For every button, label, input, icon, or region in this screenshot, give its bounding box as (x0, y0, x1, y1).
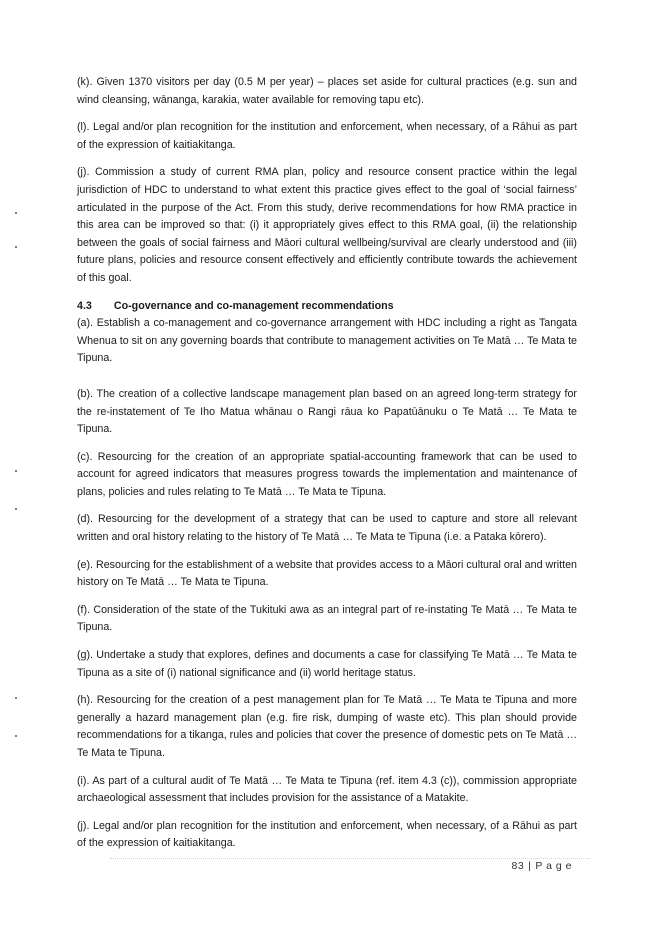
recommendation-k: (k). Given 1370 visitors per day (0.5 M per year) – places set aside for cultural practices (e.g. sun and wind cleansing, wānanga, karakia, water available for removing tapu etc). (77, 76, 577, 106)
page-label: P a g e (535, 860, 572, 872)
recommendation-j-rma-study: (j). Commission a study of current RMA plan, policy and resource consent practice within the legal jurisdiction of HDC to understand to what extent this practice gives effect to the goal of ‘social fairness’ articulated in the purpose of the Act. From this study, derive recommendations for how RMA practice in this area can be improved so that: (i) it appropriately gives effect to this RMA goal, (ii) the relationship between the goals of social fairness and Māori cultural wellbeing/survival are clearly understood and (iii) future plans, policies and resource consent effectively and efficiently contribute towards the achievement of this goal. (77, 166, 577, 284)
recommendation-b: (b). The creation of a collective landscape management plan based on an agreed long-term strategy for the re-instatement of Te Iho Matua whānau o Rangi rāua ko Papatūānuku o Te Matā … Te Mata te Tipuna. (77, 387, 577, 436)
page-body (77, 74, 577, 863)
scan-mark (15, 212, 17, 214)
recommendation-l: (l). Legal and/or plan recognition for the institution and enforcement, when necessary, of a Rāhui as part of the expression of kaitiakitanga. (77, 121, 577, 151)
section-title: Co-governance and co-management recommendations (113, 299, 394, 312)
recommendation-d: (d). Resourcing for the development of a strategy that can be used to capture and store all relevant written and oral history relating to the history of Te Matā … Te Mata te Tipuna (i.e. a Pataka kōrero). (77, 513, 577, 544)
scan-mark (15, 508, 17, 510)
recommendation-h: (h). Resourcing for the creation of a pest management plan for Te Matā … Te Mata te Tipuna and more generally a hazard management plan (e.g. fire risk, dumping of waste etc). This plan should provide recommendations for a tikanga, rules and policies that cover the presence of domestic pets on Te Matā … Te Mata te Tipuna. (77, 694, 578, 759)
recommendation-f: (f). Consideration of the state of the Tukituki awa as an integral part of re-instating Te Matā … Te Mata te Tipuna. (77, 603, 577, 634)
page-number: 83 (511, 860, 525, 872)
recommendation-a: (a). Establish a co-management and co-governance arrangement with HDC including a right as Tangata Whenua to sit on any governing boards that contribute to management activities on Te Matā … Te Mata te Tipuna. (77, 317, 577, 365)
recommendation-j-rahui: (j). Legal and/or plan recognition for the institution and enforcement, when necessary, of a Rāhui as part of the expression of kaitiakitanga. (77, 819, 577, 850)
recommendation-c: (c). Resourcing for the creation of an appropriate spatial-accounting framework that can be used to account for agreed indicators that measures progress towards the implementation and maintenance of plans, policies and rules relating to Te Matā … Te Mata te Tipuna. (77, 450, 577, 498)
scan-mark (15, 735, 17, 737)
page-footer (511, 860, 572, 872)
scan-mark (15, 697, 17, 699)
section-number: 4.3 (77, 299, 92, 312)
section-heading (77, 298, 577, 316)
recommendation-i: (i). As part of a cultural audit of Te Matā … Te Mata te Tipuna (ref. item 4.3 (c)), commission appropriate archaeological assessment that includes provision for the assistance of a Matakite. (77, 774, 577, 805)
scan-mark (15, 246, 17, 248)
footer-separator: | (528, 860, 532, 872)
recommendation-g: (g). Undertake a study that explores, defines and documents a case for classifying Te Matā … Te Mata te Tipuna as a site of (i) national significance and (ii) world heritage status. (77, 649, 577, 679)
recommendation-e: (e). Resourcing for the establishment of a website that provides access to a Māori cultural oral and written history on Te Matā … Te Mata te Tipuna. (77, 558, 577, 589)
scan-mark (15, 470, 17, 472)
